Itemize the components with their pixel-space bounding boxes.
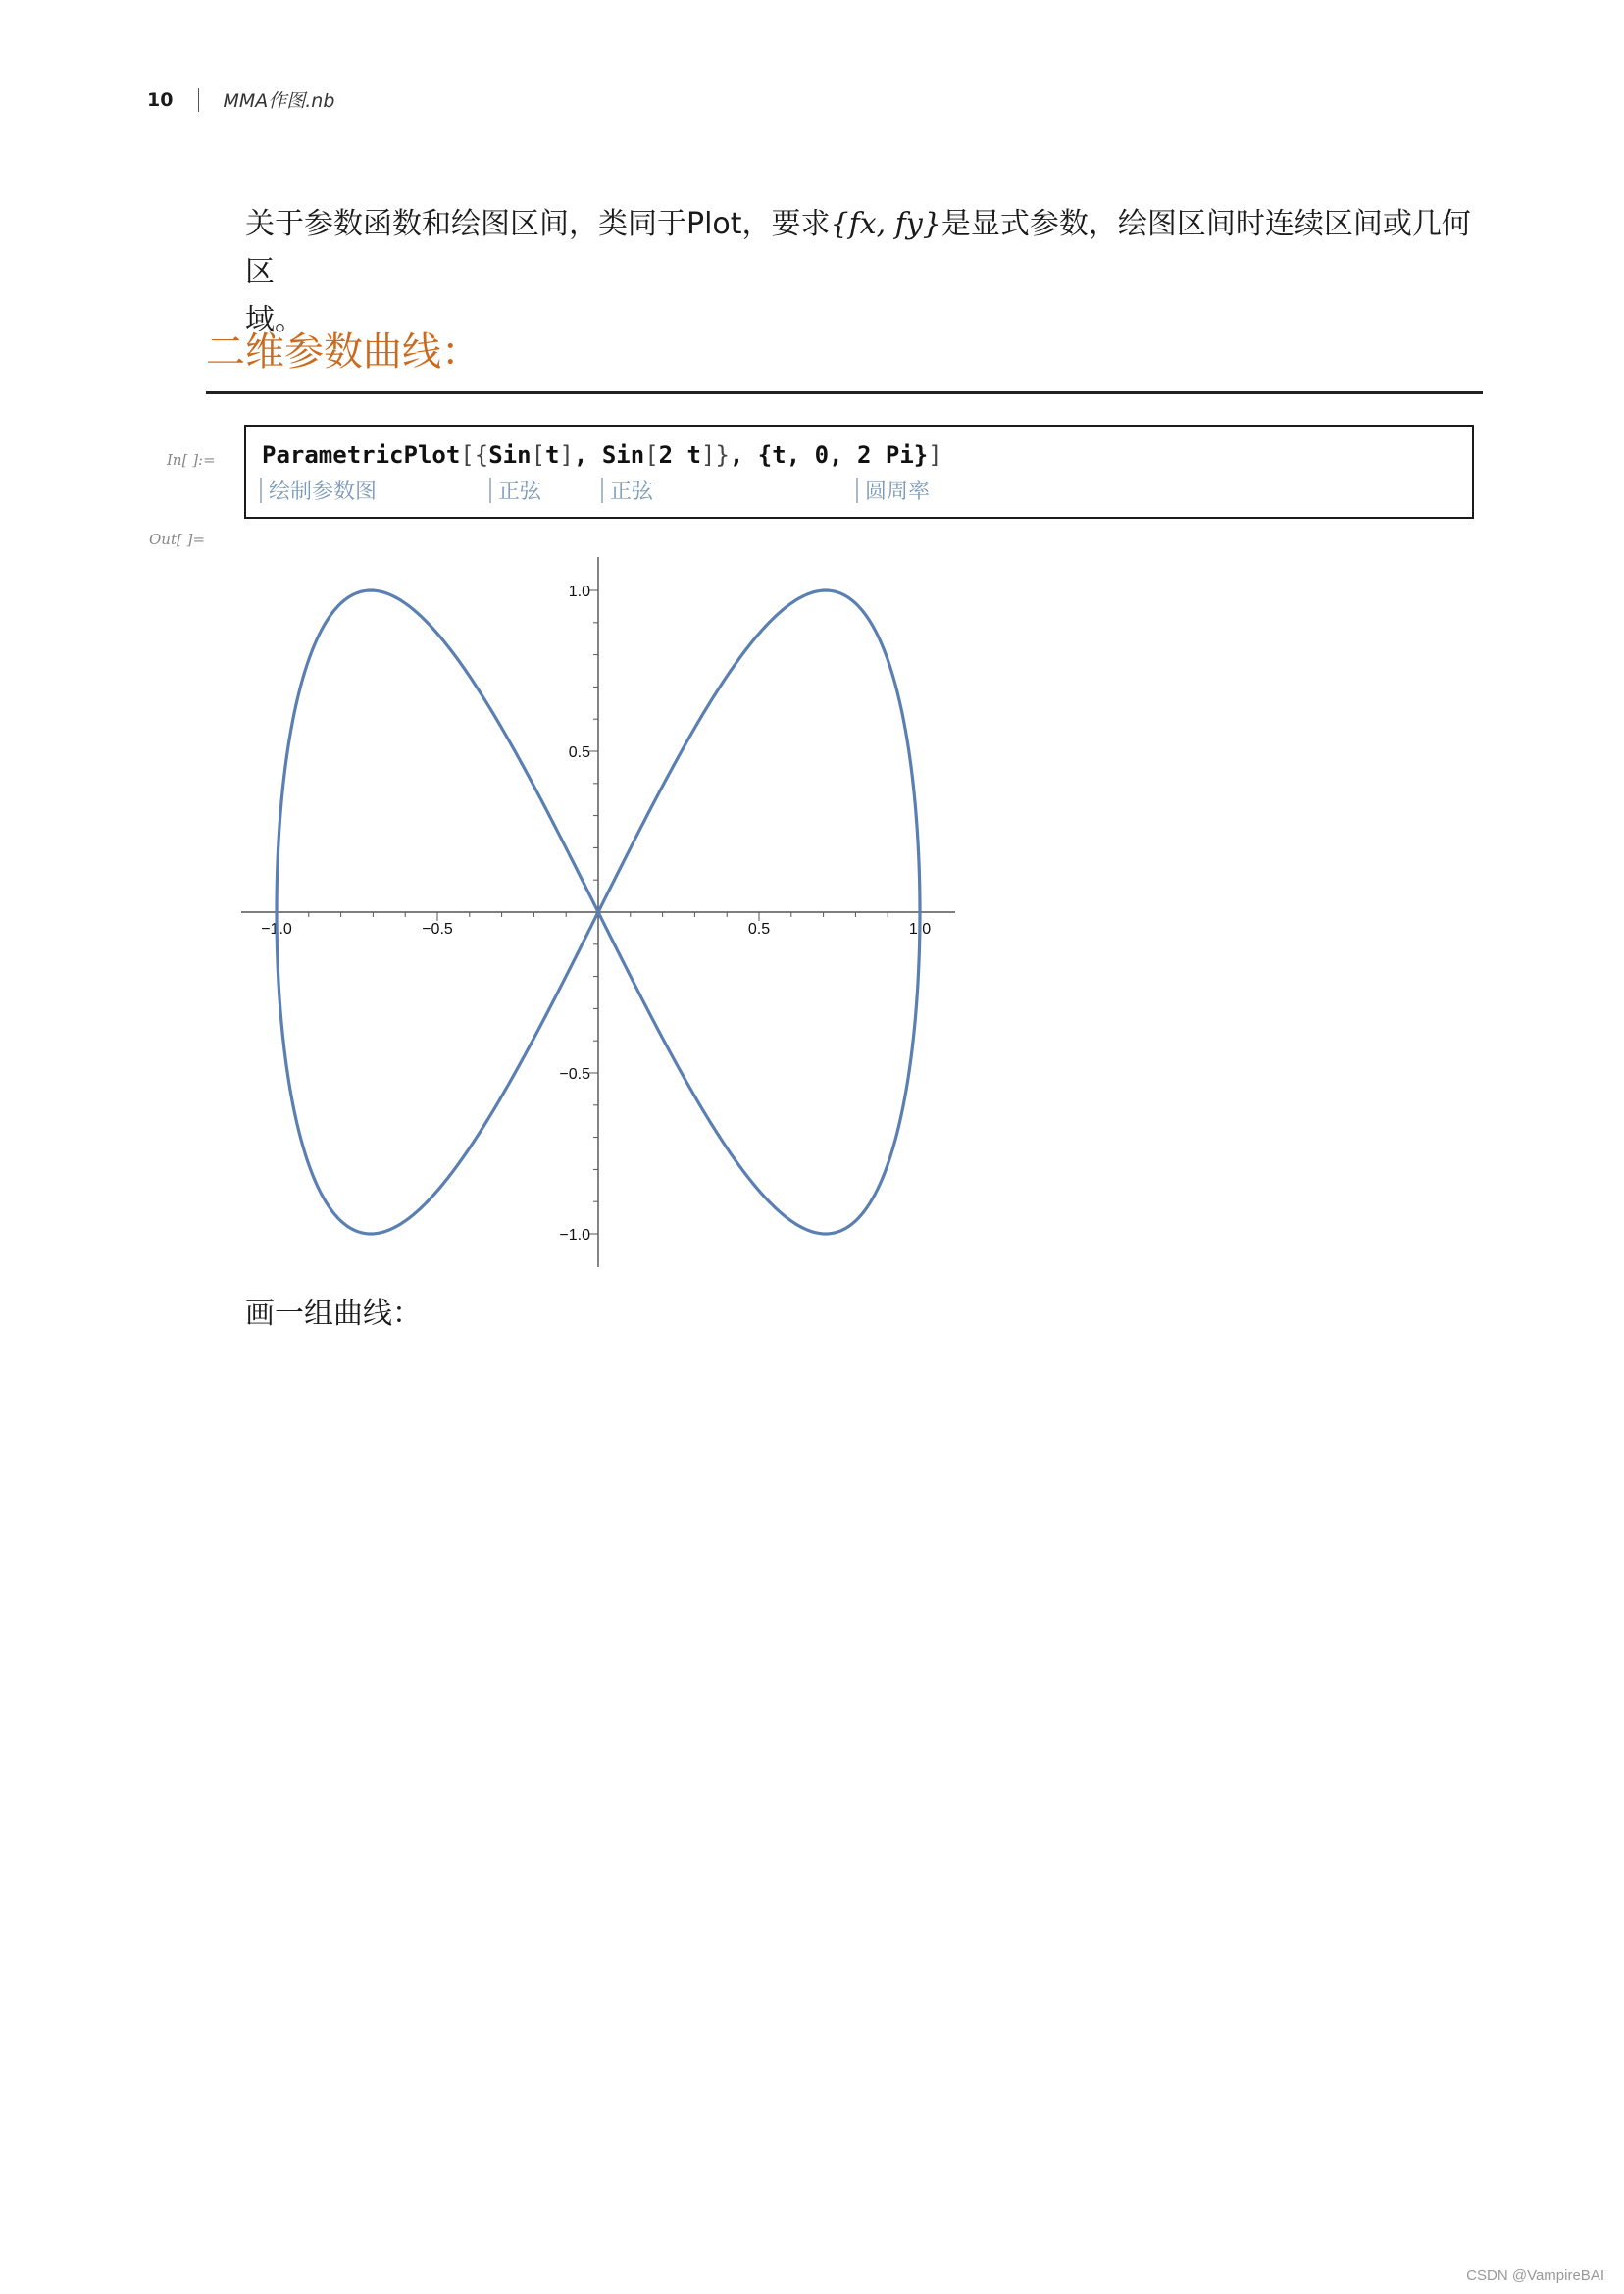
notebook-name: MMA作图.nb [223, 90, 335, 112]
output-cell-label: Out[ ]= [149, 531, 206, 548]
hint-sin-2: 正弦 [601, 478, 653, 503]
code-function: ParametricPlot [262, 441, 461, 469]
section-rule [206, 391, 1483, 394]
hint-parametric-plot: 绘制参数图 [260, 478, 377, 503]
watermark: CSDN @VampireBAI [1466, 2268, 1604, 2284]
y-tick-label: −1.0 [559, 1227, 590, 1244]
x-tick-label: 0.5 [747, 921, 771, 938]
input-cell[interactable] [244, 425, 1474, 519]
section-title: 二维参数曲线： [206, 330, 481, 375]
x-tick-label: −0.5 [422, 921, 453, 938]
parametric-plot [226, 547, 990, 1277]
code-line[interactable]: ParametricPlot[{Sin[t], Sin[2 t]}, {t, 0, 2 Pi}] [262, 441, 942, 469]
code-two: 2 [658, 441, 674, 469]
page-header [147, 86, 334, 113]
intro-math: {fx, fy} [830, 207, 941, 241]
x-tick-label: −1.0 [261, 921, 292, 938]
x-tick-label: 1.0 [908, 921, 932, 938]
code-sin-1: Sin [488, 441, 532, 469]
code-sin-2: Sin [601, 441, 645, 469]
plot-svg [226, 547, 990, 1273]
header-divider [198, 88, 199, 112]
y-tick-label: 0.5 [568, 744, 590, 761]
code-two-2: 2 [856, 441, 872, 469]
code-pi: Pi [885, 441, 914, 469]
section-paragraph-2: 画一组曲线： [245, 1297, 422, 1331]
page-number: 10 [147, 88, 174, 111]
code-t-2: t [686, 441, 701, 469]
hint-sin-1: 正弦 [489, 478, 541, 503]
y-tick-label: −0.5 [559, 1066, 590, 1083]
code-t-1: t [545, 441, 560, 469]
y-tick-label: 1.0 [568, 584, 590, 600]
intro-text-after: 是显式参数，绘图区间时连续区间或几何区 [245, 207, 1471, 289]
intro-text-before: 关于参数函数和绘图区间，类同于Plot，要求 [245, 207, 831, 241]
code-var: t [772, 441, 787, 469]
hint-pi: 圆周率 [856, 478, 930, 503]
intro-text-line2: 域。 [245, 303, 304, 337]
code-zero: 0 [814, 441, 830, 469]
input-cell-label: In[ ]:= [167, 451, 216, 469]
